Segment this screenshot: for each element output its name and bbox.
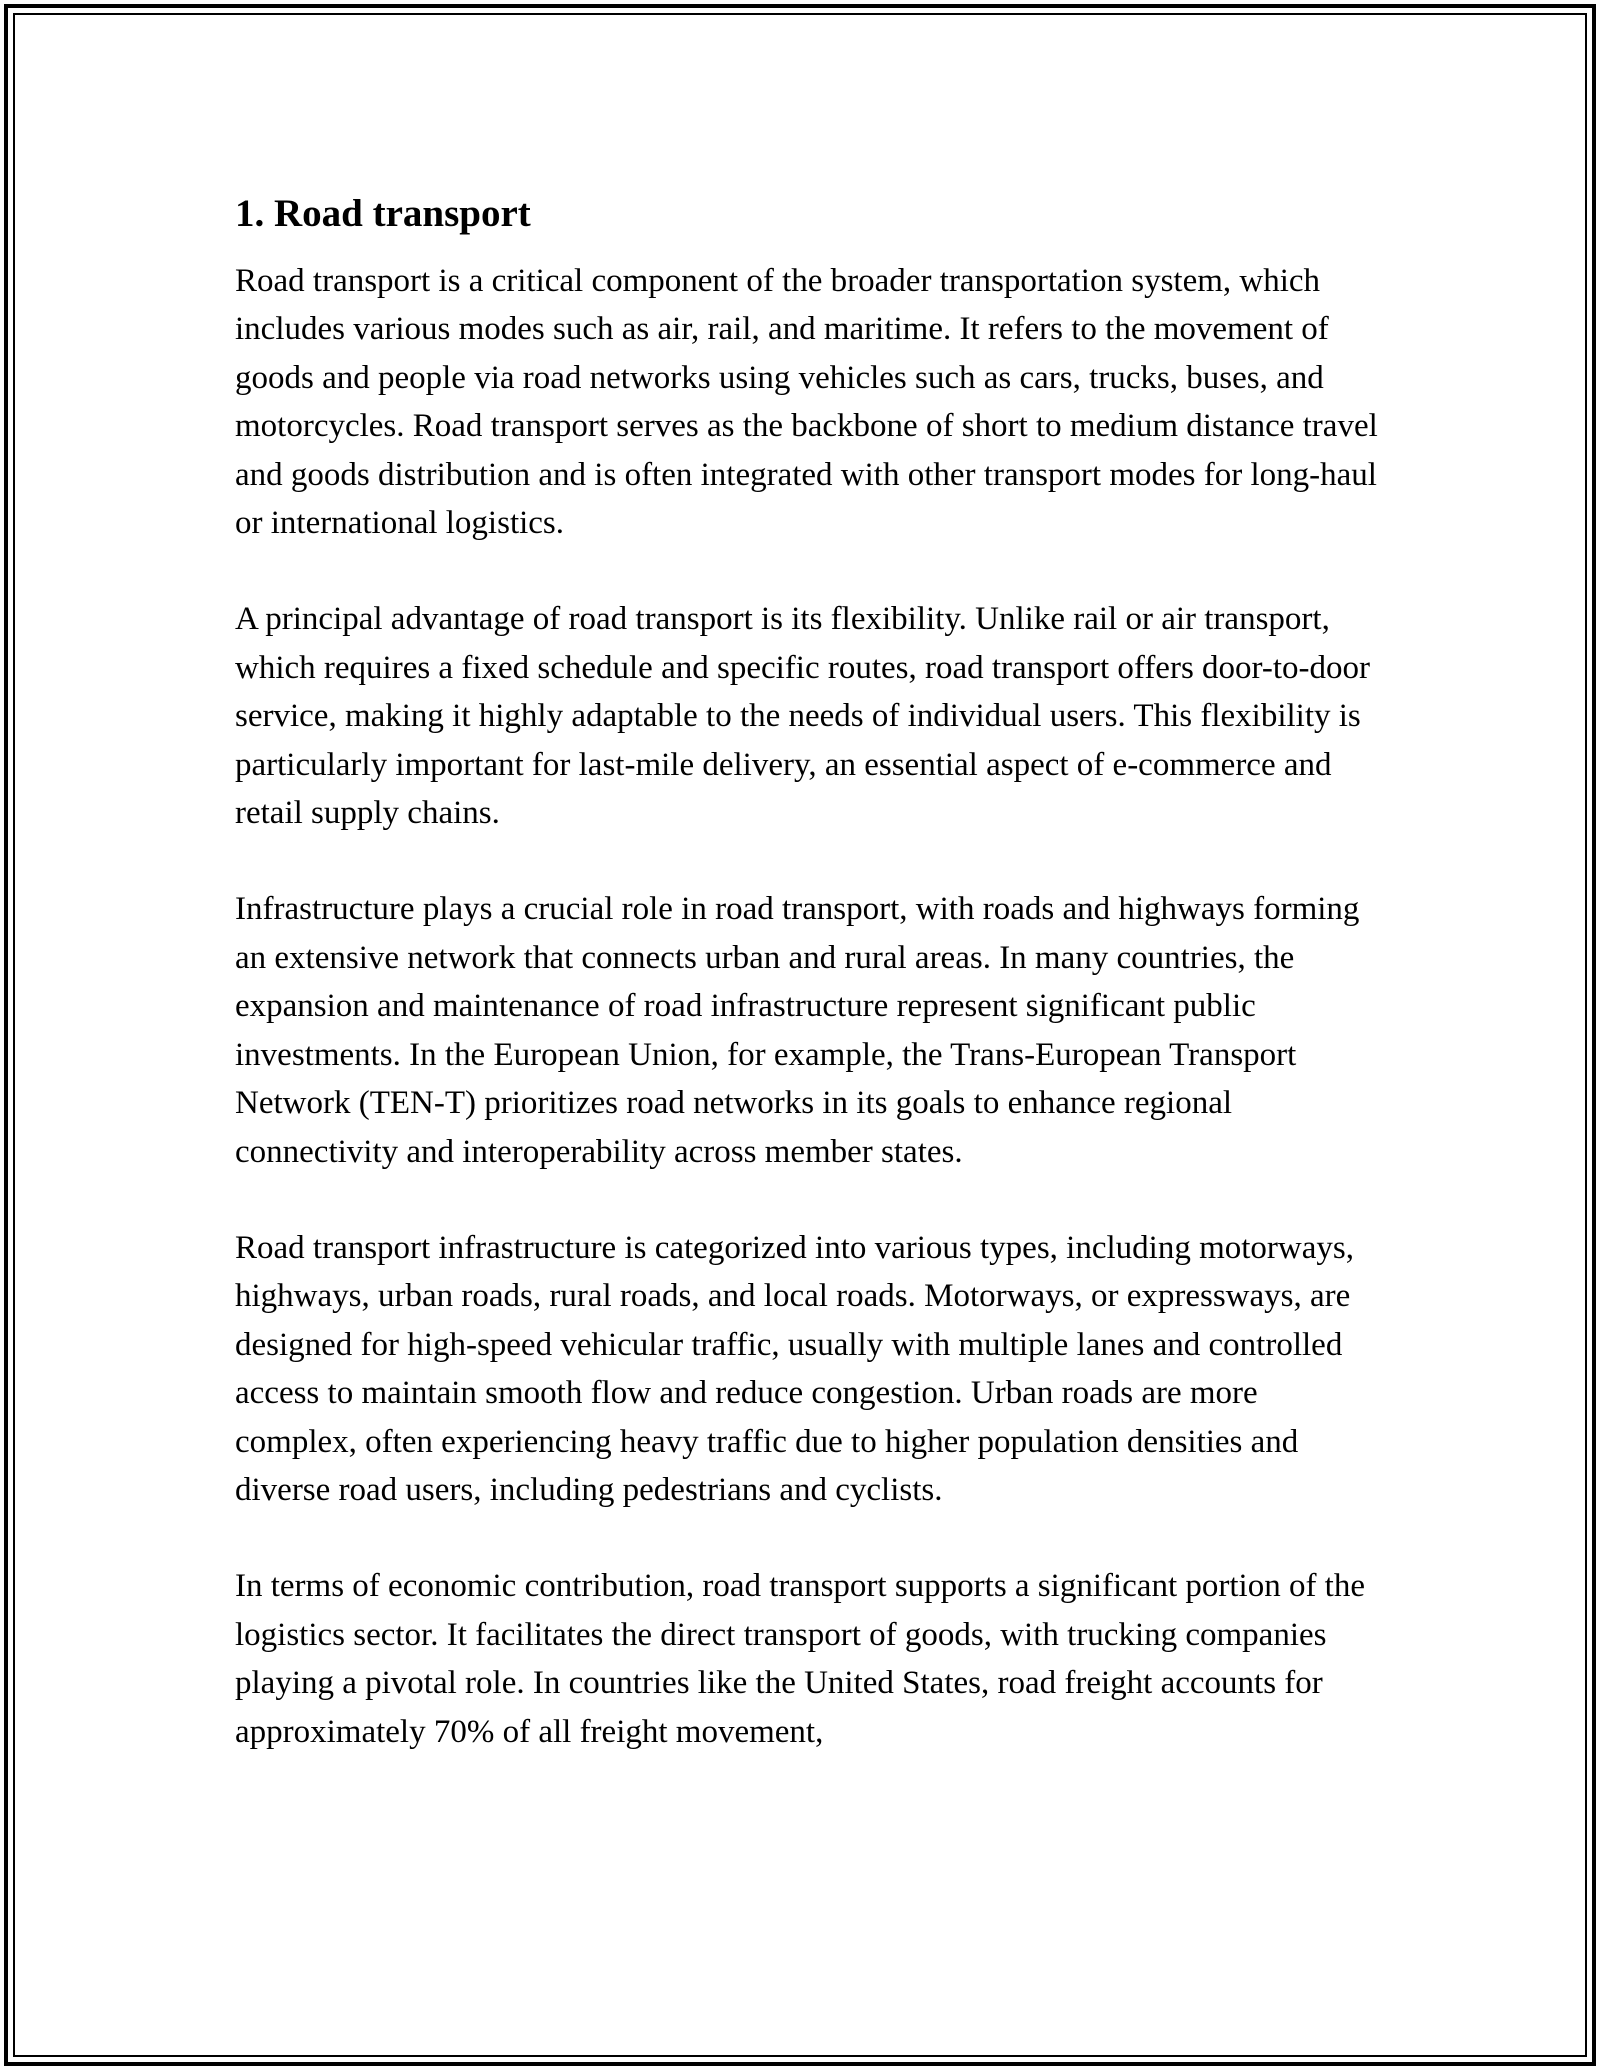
paragraph-road-types: Road transport infrastructure is categorized into various types, including motorways, highways, urban roads, rural roads, and local roads. Motorways, or expressways, are designed for high-speed vehicular traffic, usually with multiple lanes and controlled access to maintain smooth flow and reduce congestion. Urban roads are more complex, often experiencing heavy traffic due to higher population densities and diverse road users, including pedestrians and cyclists. (235, 1229, 1354, 1508)
paragraph-overview: Road transport is a critical component of the broader transportation system, which includes various modes such as air, rail, and maritime. It refers to the movement of goods and people via road networks using vehicles such as cars, trucks, buses, and motorcycles. Road transport serves as the backbone of short to medium distance travel and goods distribution and is often integrated with other transport modes for long-haul or international logistics. (235, 263, 1378, 542)
section-heading: 1. Road transport (235, 192, 531, 235)
paragraph-infrastructure: Infrastructure plays a crucial role in road transport, with roads and highways forming an extensive network that connects urban and rural areas. In many countries, the expansion and maintenance of road infrastructure represent significant public investments. In the European Union, for example, the Trans-European Transport Network (TEN-T) prioritizes road networks in its goals to enhance regional connectivity and interoperability across member states. (235, 891, 1360, 1170)
paragraph-economic-contribution: In terms of economic contribution, road transport supports a significant portion of the logistics sector. It facilitates the direct transport of goods, with trucking companies playing a pivotal role. In countries like the United States, road freight accounts for approximately 70% of all freight movement, (235, 1568, 1365, 1750)
document-body (235, 185, 1385, 1804)
paragraph-flexibility: A principal advantage of road transport is its flexibility. Unlike rail or air transport, which requires a fixed schedule and specific routes, road transport offers door-to-door service, making it highly adaptable to the needs of individual users. This flexibility is particularly important for last-mile delivery, an essential aspect of e-commerce and retail supply chains. (235, 601, 1371, 832)
